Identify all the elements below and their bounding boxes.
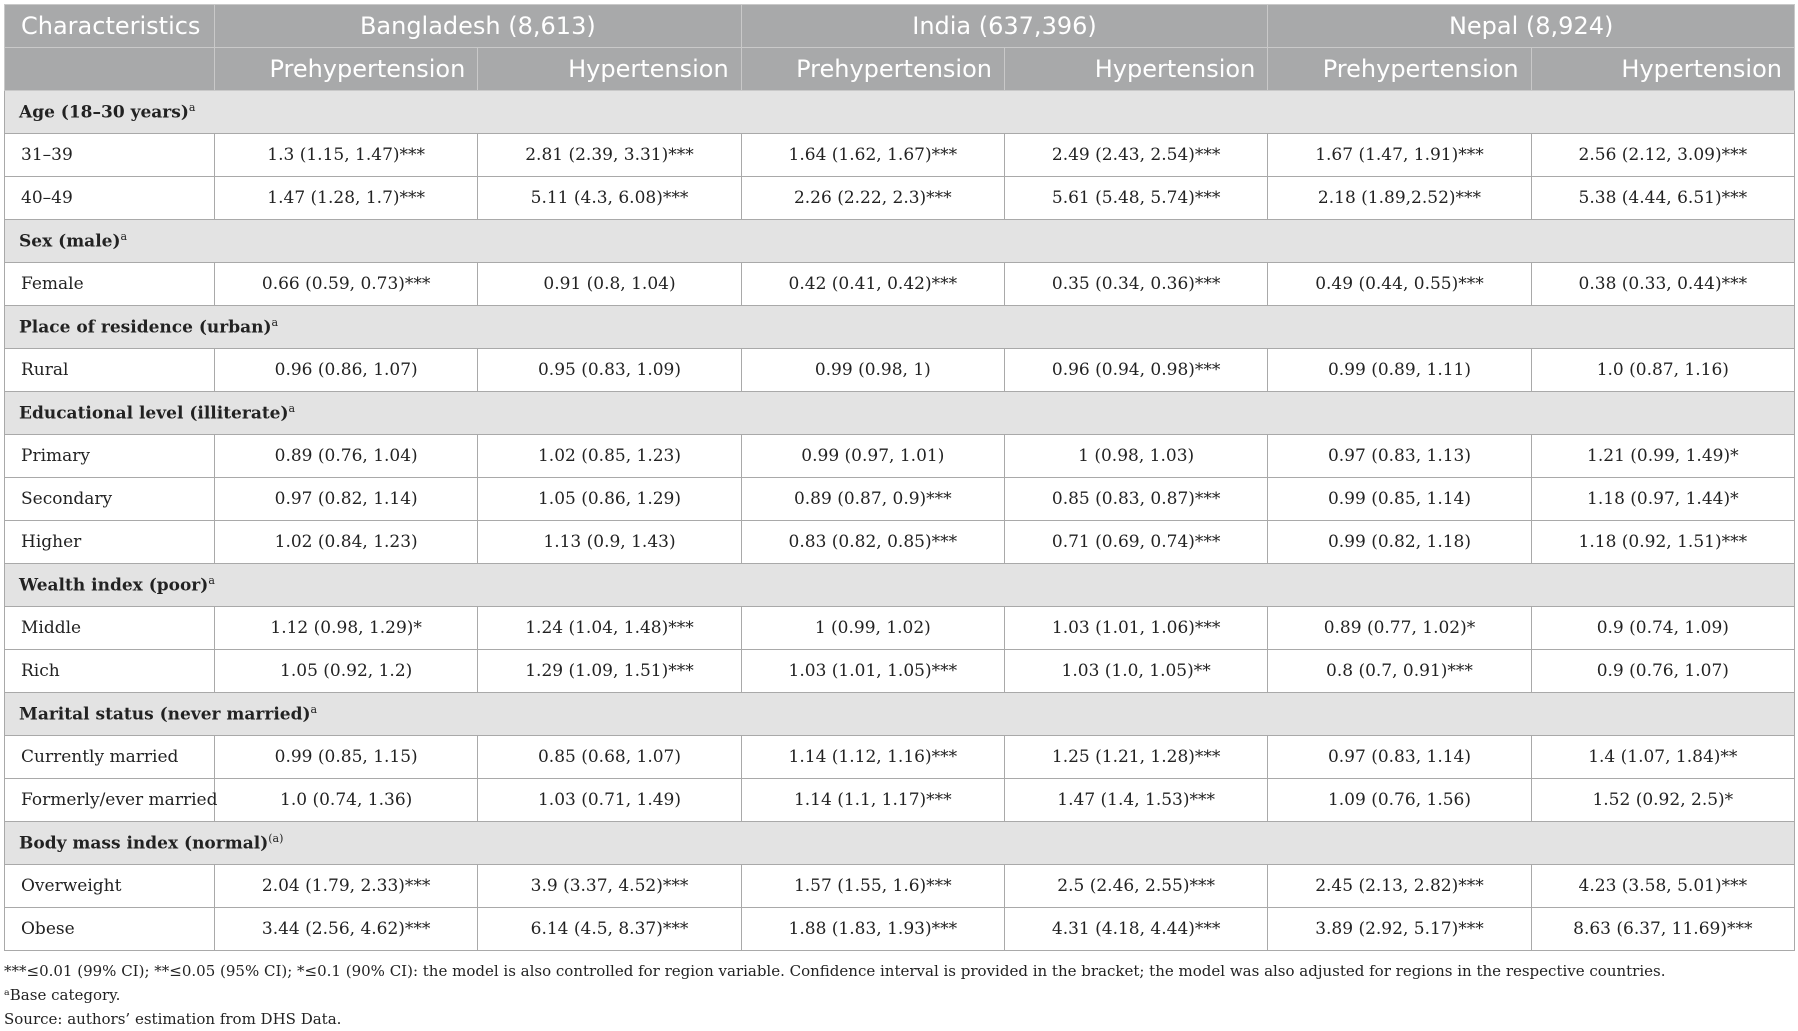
value-cell: 1.03 (1.0, 1.05)** — [1004, 650, 1267, 693]
odds-ratio-table — [4, 4, 1795, 951]
value-cell: 0.97 (0.82, 1.14) — [215, 478, 478, 521]
value-cell: 1 (0.98, 1.03) — [1004, 435, 1267, 478]
value-cell: 1.03 (0.71, 1.49) — [478, 779, 741, 822]
value-cell: 1.24 (1.04, 1.48)*** — [478, 607, 741, 650]
value-cell: 0.96 (0.86, 1.07) — [215, 349, 478, 392]
table-body — [5, 91, 1795, 951]
row-label: 40–49 — [5, 177, 215, 220]
category-title — [5, 564, 1795, 607]
value-cell: 1.4 (1.07, 1.84)** — [1531, 736, 1794, 779]
value-cell: 0.99 (0.85, 1.14) — [1268, 478, 1531, 521]
country-header-nepal: Nepal (8,924) — [1268, 5, 1795, 48]
value-cell: 0.89 (0.76, 1.04) — [215, 435, 478, 478]
value-cell: 5.11 (4.3, 6.08)*** — [478, 177, 741, 220]
value-cell: 0.66 (0.59, 0.73)*** — [215, 263, 478, 306]
value-cell: 0.9 (0.76, 1.07) — [1531, 650, 1794, 693]
value-cell: 0.95 (0.83, 1.09) — [478, 349, 741, 392]
category-row — [5, 220, 1795, 263]
header-row-countries — [5, 5, 1795, 48]
value-cell: 1.64 (1.62, 1.67)*** — [741, 134, 1004, 177]
value-cell: 3.44 (2.56, 4.62)*** — [215, 908, 478, 951]
table-row — [5, 607, 1795, 650]
value-cell: 3.9 (3.37, 4.52)*** — [478, 865, 741, 908]
table-row — [5, 177, 1795, 220]
value-cell: 2.81 (2.39, 3.31)*** — [478, 134, 741, 177]
value-cell: 1.05 (0.86, 1.29) — [478, 478, 741, 521]
footnote-base-category: ᵃBase category. — [4, 986, 121, 1004]
country-header-bangladesh: Bangladesh (8,613) — [215, 5, 742, 48]
table-row — [5, 349, 1795, 392]
value-cell: 0.99 (0.82, 1.18) — [1268, 521, 1531, 564]
value-cell: 5.38 (4.44, 6.51)*** — [1531, 177, 1794, 220]
category-label: Place of residence (urban) — [19, 317, 272, 338]
value-cell: 1.52 (0.92, 2.5)* — [1531, 779, 1794, 822]
value-cell: 6.14 (4.5, 8.37)*** — [478, 908, 741, 951]
value-cell: 1.47 (1.28, 1.7)*** — [215, 177, 478, 220]
value-cell: 4.23 (3.58, 5.01)*** — [1531, 865, 1794, 908]
value-cell: 3.89 (2.92, 5.17)*** — [1268, 908, 1531, 951]
value-cell: 1.25 (1.21, 1.28)*** — [1004, 736, 1267, 779]
row-label: Secondary — [5, 478, 215, 521]
value-cell: 0.99 (0.89, 1.11) — [1268, 349, 1531, 392]
base-category-marker: a — [188, 101, 196, 115]
category-label: Age (18–30 years) — [19, 102, 189, 123]
characteristics-header: Characteristics — [5, 5, 215, 48]
value-cell: 0.35 (0.34, 0.36)*** — [1004, 263, 1267, 306]
table-footnotes — [4, 959, 1794, 1031]
category-row — [5, 91, 1795, 134]
header-row-measures — [5, 48, 1795, 91]
value-cell: 2.26 (2.22, 2.3)*** — [741, 177, 1004, 220]
category-row — [5, 822, 1795, 865]
row-label: Overweight — [5, 865, 215, 908]
row-label: 31–39 — [5, 134, 215, 177]
table-row — [5, 779, 1795, 822]
category-row — [5, 564, 1795, 607]
measure-header-hypertension: Hypertension — [478, 48, 741, 91]
value-cell: 1.14 (1.1, 1.17)*** — [741, 779, 1004, 822]
value-cell: 2.18 (1.89,2.52)*** — [1268, 177, 1531, 220]
value-cell: 1.3 (1.15, 1.47)*** — [215, 134, 478, 177]
value-cell: 0.85 (0.68, 1.07) — [478, 736, 741, 779]
measure-header-prehypertension: Prehypertension — [741, 48, 1004, 91]
table-row — [5, 521, 1795, 564]
value-cell: 1.21 (0.99, 1.49)* — [1531, 435, 1794, 478]
value-cell: 1.09 (0.76, 1.56) — [1268, 779, 1531, 822]
value-cell: 0.71 (0.69, 0.74)*** — [1004, 521, 1267, 564]
value-cell: 0.99 (0.98, 1) — [741, 349, 1004, 392]
value-cell: 1 (0.99, 1.02) — [741, 607, 1004, 650]
table-header — [5, 5, 1795, 91]
value-cell: 5.61 (5.48, 5.74)*** — [1004, 177, 1267, 220]
value-cell: 1.29 (1.09, 1.51)*** — [478, 650, 741, 693]
row-label: Rich — [5, 650, 215, 693]
value-cell: 0.97 (0.83, 1.14) — [1268, 736, 1531, 779]
value-cell: 1.67 (1.47, 1.91)*** — [1268, 134, 1531, 177]
row-label: Female — [5, 263, 215, 306]
value-cell: 0.99 (0.97, 1.01) — [741, 435, 1004, 478]
row-label: Formerly/ever married — [5, 779, 215, 822]
category-label: Marital status (never married) — [19, 704, 311, 725]
measure-header-hypertension: Hypertension — [1531, 48, 1794, 91]
value-cell: 2.04 (1.79, 2.33)*** — [215, 865, 478, 908]
category-row — [5, 306, 1795, 349]
base-category-marker: a — [271, 316, 279, 330]
row-label: Middle — [5, 607, 215, 650]
value-cell: 1.0 (0.74, 1.36) — [215, 779, 478, 822]
category-title — [5, 306, 1795, 349]
base-category-marker: a — [288, 402, 296, 416]
row-label: Primary — [5, 435, 215, 478]
value-cell: 1.14 (1.12, 1.16)*** — [741, 736, 1004, 779]
base-category-marker: a — [120, 230, 128, 244]
category-title — [5, 693, 1795, 736]
measure-header-prehypertension: Prehypertension — [1268, 48, 1531, 91]
category-row — [5, 693, 1795, 736]
value-cell: 0.42 (0.41, 0.42)*** — [741, 263, 1004, 306]
value-cell: 1.05 (0.92, 1.2) — [215, 650, 478, 693]
value-cell: 0.85 (0.83, 0.87)*** — [1004, 478, 1267, 521]
category-title — [5, 822, 1795, 865]
measure-header-prehypertension: Prehypertension — [215, 48, 478, 91]
table-row — [5, 435, 1795, 478]
value-cell: 1.18 (0.97, 1.44)* — [1531, 478, 1794, 521]
row-label: Obese — [5, 908, 215, 951]
country-header-india: India (637,396) — [741, 5, 1268, 48]
table-row — [5, 263, 1795, 306]
value-cell: 1.02 (0.85, 1.23) — [478, 435, 741, 478]
value-cell: 1.0 (0.87, 1.16) — [1531, 349, 1794, 392]
row-label: Higher — [5, 521, 215, 564]
value-cell: 0.99 (0.85, 1.15) — [215, 736, 478, 779]
footnote-source: Source: authors’ estimation from DHS Data. — [4, 1010, 342, 1028]
value-cell: 1.02 (0.84, 1.23) — [215, 521, 478, 564]
table-row — [5, 736, 1795, 779]
row-label: Currently married — [5, 736, 215, 779]
value-cell: 1.18 (0.92, 1.51)*** — [1531, 521, 1794, 564]
base-category-marker: a — [310, 703, 318, 717]
category-title — [5, 220, 1795, 263]
value-cell: 0.89 (0.87, 0.9)*** — [741, 478, 1004, 521]
category-row — [5, 392, 1795, 435]
footnote-significance: ***≤0.01 (99% CI); **≤0.05 (95% CI); *≤0.1 (90% CI): the model is also controlled for region variable. Confidence interval is provided in the bracket; the model was also adjusted for regions in the respective countries. — [4, 962, 1666, 980]
value-cell: 1.13 (0.9, 1.43) — [478, 521, 741, 564]
value-cell: 1.03 (1.01, 1.05)*** — [741, 650, 1004, 693]
value-cell: 4.31 (4.18, 4.44)*** — [1004, 908, 1267, 951]
value-cell: 0.8 (0.7, 0.91)*** — [1268, 650, 1531, 693]
value-cell: 0.9 (0.74, 1.09) — [1531, 607, 1794, 650]
value-cell: 0.97 (0.83, 1.13) — [1268, 435, 1531, 478]
category-label: Educational level (illiterate) — [19, 403, 289, 424]
header-blank-cell — [5, 48, 215, 91]
value-cell: 2.45 (2.13, 2.82)*** — [1268, 865, 1531, 908]
measure-header-hypertension: Hypertension — [1004, 48, 1267, 91]
table-row — [5, 650, 1795, 693]
table-row — [5, 865, 1795, 908]
value-cell: 2.56 (2.12, 3.09)*** — [1531, 134, 1794, 177]
category-label: Sex (male) — [19, 231, 121, 252]
table-row — [5, 478, 1795, 521]
base-category-marker: a — [208, 574, 215, 588]
value-cell: 0.91 (0.8, 1.04) — [478, 263, 741, 306]
value-cell: 2.5 (2.46, 2.55)*** — [1004, 865, 1267, 908]
table-row — [5, 134, 1795, 177]
value-cell: 0.83 (0.82, 0.85)*** — [741, 521, 1004, 564]
category-title — [5, 392, 1795, 435]
base-category-marker: (a) — [268, 832, 284, 846]
value-cell: 0.89 (0.77, 1.02)* — [1268, 607, 1531, 650]
results-table-figure — [4, 4, 1794, 1031]
value-cell: 1.88 (1.83, 1.93)*** — [741, 908, 1004, 951]
value-cell: 0.38 (0.33, 0.44)*** — [1531, 263, 1794, 306]
value-cell: 1.12 (0.98, 1.29)* — [215, 607, 478, 650]
value-cell: 1.03 (1.01, 1.06)*** — [1004, 607, 1267, 650]
value-cell: 0.96 (0.94, 0.98)*** — [1004, 349, 1267, 392]
value-cell: 1.47 (1.4, 1.53)*** — [1004, 779, 1267, 822]
value-cell: 8.63 (6.37, 11.69)*** — [1531, 908, 1794, 951]
category-label: Body mass index (normal) — [19, 833, 269, 854]
value-cell: 2.49 (2.43, 2.54)*** — [1004, 134, 1267, 177]
value-cell: 0.49 (0.44, 0.55)*** — [1268, 263, 1531, 306]
category-label: Wealth index (poor) — [19, 575, 209, 596]
row-label: Rural — [5, 349, 215, 392]
table-row — [5, 908, 1795, 951]
value-cell: 1.57 (1.55, 1.6)*** — [741, 865, 1004, 908]
category-title — [5, 91, 1795, 134]
